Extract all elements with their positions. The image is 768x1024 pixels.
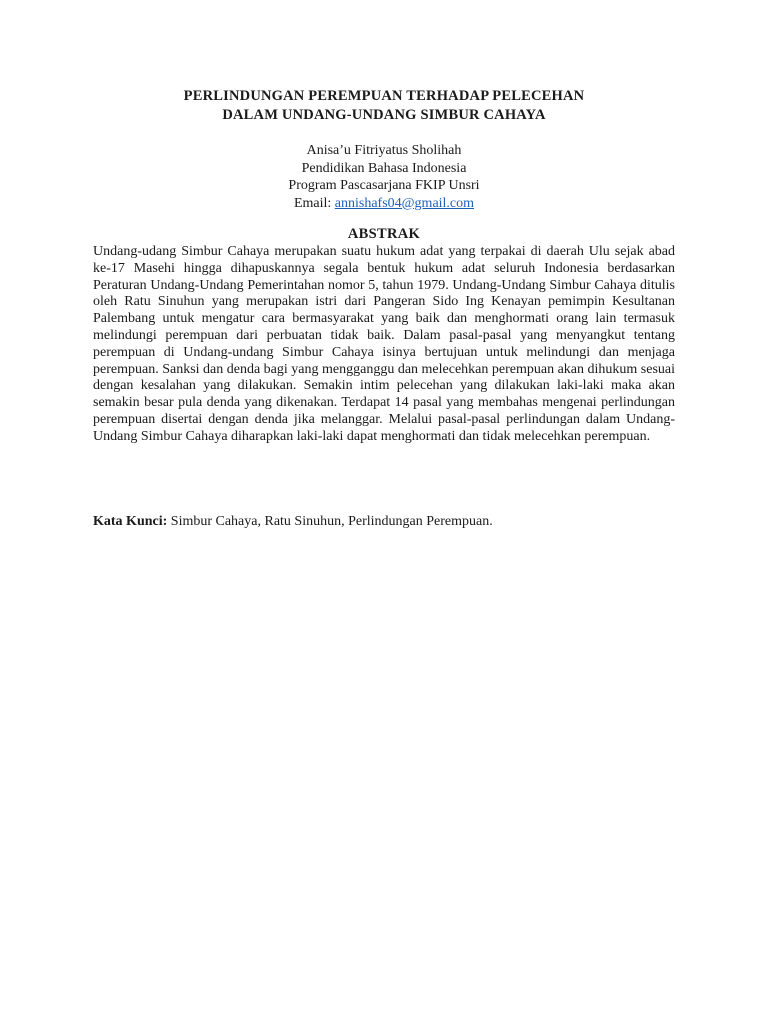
keywords-line [93,513,675,530]
author-name: Anisa’u Fitriyatus Sholihah [306,143,462,158]
author-email-line [0,195,768,213]
abstract-body: Undang-udang Simbur Cahaya merupakan suatu hukum adat yang terpakai di daerah Ulu sejak abad ke-17 Masehi hingga dihapuskannya segala bentuk hukum adat seluruh Indonesia berdasarkan Peraturan Undang-Undang Pemerintahan nomor 5, tahun 1979. Undang-Undang Simbur Cahaya ditulis oleh Ratu Sinuhun yang merupakan istri dari Pangeran Sido Ing Kenayan pemimpin Kesultanan Palembang untuk mengatur cara bermasyarakat yang baik dan menghormati orang lain termasuk melindungi perempuan dari perbuatan tidak baik. Dalam pasal-pasal yang menyangkut tentang perempuan di Undang-undang Simbur Cahaya isinya bertujuan untuk melindungi dan menjaga perempuan. Sanksi dan denda bagi yang mengganggu dan melecehkan perempuan akan dihukum sesuai dengan kesalahan yang dilakukan. Semakin intim pelecehan yang dilakukan laki-laki maka akan semakin besar pula denda yang dikenakan. Terdapat 14 pasal yang membahas mengenai perlindungan perempuan disertai dengan denda jika melanggar. Melalui pasal-pasal perlindungan dalam Undang-Undang Simbur Cahaya diharapkan laki-laki dapat menghormati dan tidak melecehkan perempuan. [93,244,675,444]
abstract-heading: ABSTRAK [347,226,421,242]
email-label: Email: [293,195,335,211]
author-program: Program Pascasarjana FKIP Unsri [288,178,480,193]
keywords-label: Kata Kunci: [93,514,168,529]
email-link[interactable]: annishafs04@gmail.com [334,195,475,211]
paper-title-line-2: DALAM UNDANG-UNDANG SIMBUR CAHAYA [222,107,546,123]
author-block [0,142,768,212]
keywords-text: Simbur Cahaya, Ratu Sinuhun, Perlindungan Perempuan. [167,514,493,529]
author-department: Pendidikan Bahasa Indonesia [301,160,467,176]
paper-title-line-1: PERLINDUNGAN PEREMPUAN TERHADAP PELECEHAN [183,88,585,104]
